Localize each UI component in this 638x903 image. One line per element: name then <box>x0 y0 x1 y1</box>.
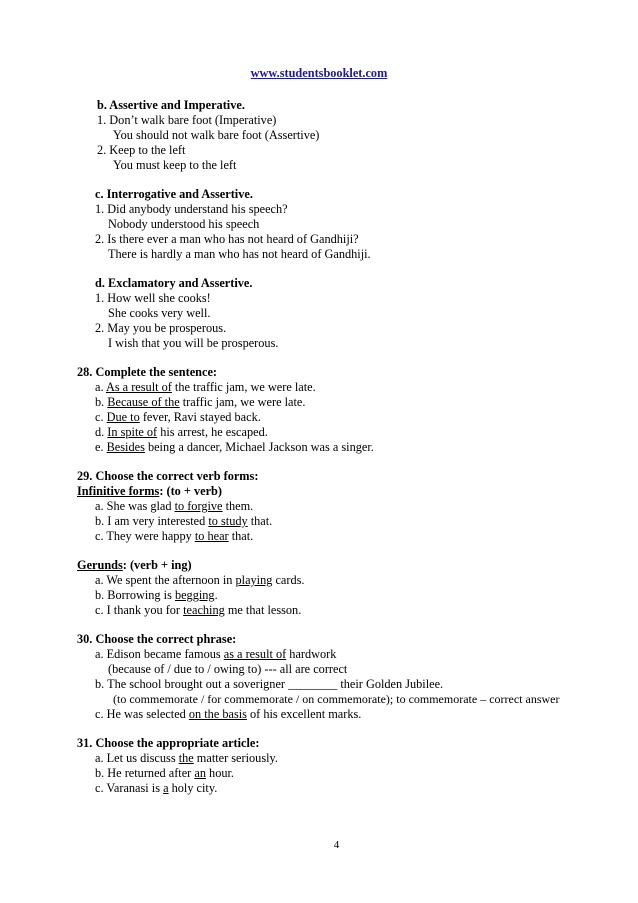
item-rest: his arrest, he escaped. <box>157 425 268 439</box>
answer-underlined: teaching <box>183 603 225 617</box>
q28-item-d <box>95 425 268 440</box>
item-prefix: e. <box>95 440 107 454</box>
infinitive-label: Infinitive forms <box>77 484 160 498</box>
item-rest: traffic jam, we were late. <box>179 395 306 409</box>
q28-item-c <box>95 410 261 425</box>
item-prefix: c. He was selected <box>95 707 189 721</box>
answer-underlined: as a result of <box>223 647 287 661</box>
item-rest: matter seriously. <box>193 751 278 765</box>
item-prefix: c. Varanasi is <box>95 781 164 795</box>
item-prefix: c. They were happy <box>95 529 195 543</box>
gerunds-item-b <box>95 588 218 603</box>
q31-item-b <box>95 766 234 781</box>
item-prefix: c. <box>95 410 107 424</box>
infinitive-rule: : (to + verb) <box>159 484 222 498</box>
section-b-a1: You should not walk bare foot (Assertive) <box>113 128 320 142</box>
section-d-q1: 1. How well she cooks! <box>95 291 211 305</box>
item-rest: them. <box>222 499 254 513</box>
answer-underlined: an <box>194 766 206 780</box>
item-prefix: b. <box>95 395 108 409</box>
section-d-q2: 2. May you be prosperous. <box>95 321 227 335</box>
answer-underlined: As a result of <box>105 380 172 394</box>
item-rest: holy city. <box>168 781 218 795</box>
item-rest: the traffic jam, we were late. <box>171 380 316 394</box>
item-prefix: b. I am very interested <box>95 514 209 528</box>
section-d-a1: She cooks very well. <box>108 306 211 320</box>
item-prefix: a. Edison became famous <box>95 647 224 661</box>
section-b-q1: 1. Don’t walk bare foot (Imperative) <box>97 113 277 127</box>
item-rest: that. <box>228 529 254 543</box>
q31-heading: 31. Choose the appropriate article: <box>77 736 260 750</box>
gerunds-subheading <box>77 558 192 573</box>
item-prefix: b. Borrowing is <box>95 588 175 602</box>
q28-heading: 28. Complete the sentence: <box>77 365 218 379</box>
section-d-a2: I wish that you will be prosperous. <box>108 336 279 350</box>
item-rest: hardwork <box>286 647 337 661</box>
gerunds-item-a <box>95 573 304 588</box>
gerunds-label: Gerunds <box>77 558 123 572</box>
item-rest: being a dancer, Michael Jackson was a singer. <box>144 440 374 454</box>
answer-underlined: to hear <box>194 529 229 543</box>
section-b-a2: You must keep to the left <box>113 158 237 172</box>
answer-underlined: on the basis <box>188 707 247 721</box>
section-c-q1: 1. Did anybody understand his speech? <box>95 202 288 216</box>
q30-item-b-note: (to commemorate / for commemorate / on commemorate); to commemorate – correct answer <box>113 692 560 706</box>
item-prefix: d. <box>95 425 108 439</box>
answer-underlined: a <box>163 781 169 795</box>
item-prefix: b. He returned after <box>95 766 195 780</box>
gerunds-item-c <box>95 603 301 618</box>
section-c-a1: Nobody understood his speech <box>108 217 260 231</box>
infinitive-subheading <box>77 484 222 499</box>
q30-item-a-note: (because of / due to / owing to) --- all are correct <box>108 662 348 676</box>
q31-item-a <box>95 751 278 766</box>
item-prefix: a. <box>95 380 106 394</box>
item-rest: me that lesson. <box>224 603 302 617</box>
section-b-q2: 2. Keep to the left <box>97 143 186 157</box>
answer-underlined: begging <box>174 588 215 602</box>
item-rest: hour. <box>205 766 234 780</box>
header-url[interactable]: www.studentsbooklet.com <box>250 66 388 80</box>
item-prefix: a. We spent the afternoon in <box>95 573 236 587</box>
answer-underlined: Due to <box>106 410 140 424</box>
item-rest: of his excellent marks. <box>246 707 362 721</box>
item-prefix: c. I thank you for <box>95 603 184 617</box>
section-d-heading: d. Exclamatory and Assertive. <box>95 276 253 290</box>
q28-item-b <box>95 395 305 410</box>
q30-item-c <box>95 707 361 722</box>
infinitive-item-b <box>95 514 272 529</box>
section-c-a2: There is hardly a man who has not heard of Gandhiji. <box>108 247 371 261</box>
item-prefix: a. She was glad <box>95 499 175 513</box>
q28-item-e <box>95 440 374 455</box>
item-rest: . <box>214 588 218 602</box>
item-rest: fever, Ravi stayed back. <box>139 410 261 424</box>
infinitive-item-c <box>95 529 253 544</box>
q28-item-a <box>95 380 316 395</box>
item-rest: that. <box>247 514 273 528</box>
answer-underlined: Besides <box>106 440 145 454</box>
answer-underlined: to study <box>208 514 248 528</box>
q30-heading: 30. Choose the correct phrase: <box>77 632 237 646</box>
section-c-heading: c. Interrogative and Assertive. <box>95 187 253 201</box>
gerunds-rule: : (verb + ing) <box>122 558 192 572</box>
answer-underlined: In spite of <box>107 425 158 439</box>
answer-underlined: playing <box>235 573 273 587</box>
answer-underlined: to forgive <box>174 499 223 513</box>
answer-underlined: Because of the <box>107 395 180 409</box>
item-prefix: a. Let us discuss <box>95 751 179 765</box>
q30-item-a <box>95 647 336 662</box>
infinitive-item-a <box>95 499 253 514</box>
item-rest: cards. <box>272 573 305 587</box>
q31-item-c <box>95 781 217 796</box>
section-b-heading: b. Assertive and Imperative. <box>97 98 245 112</box>
q30-item-b: b. The school brought out a soverigner ________ their Golden Jubilee. <box>95 677 444 691</box>
q29-heading: 29. Choose the correct verb forms: <box>77 469 259 483</box>
section-c-q2: 2. Is there ever a man who has not heard of Gandhiji? <box>95 232 359 246</box>
answer-underlined: the <box>178 751 194 765</box>
page-number: 4 <box>333 839 340 851</box>
